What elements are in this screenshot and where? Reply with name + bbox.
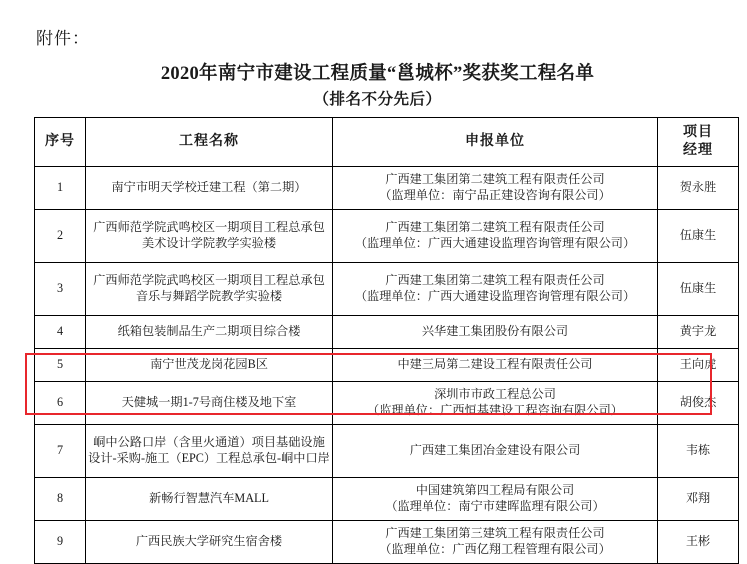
cell-no: 1 [35,166,86,209]
cell-manager: 韦栋 [658,424,739,477]
cell-unit-main: 深圳市市政工程总公司 [434,387,556,402]
cell-unit-main: 广西建工集团第三建筑工程有限责任公司 [385,526,605,541]
table-row [35,381,739,424]
cell-manager: 邓翔 [658,477,739,520]
column-header-manager-line2: 经理 [683,142,713,158]
table-row [35,348,739,381]
cell-unit-main: 广西建工集团第二建筑工程有限责任公司 [385,220,605,235]
cell-project: 广西民族大学研究生宿舍楼 [86,520,333,563]
cell-manager: 伍康生 [658,209,739,262]
cell-unit [333,424,658,477]
cell-manager: 王向虎 [658,348,739,381]
cell-no: 7 [35,424,86,477]
cell-no: 3 [35,262,86,315]
cell-unit-main: 广西建工集团第二建筑工程有限责任公司 [385,172,605,187]
cell-project: 广西师范学院武鸣校区一期项目工程总承包美术设计学院教学实验楼 [86,209,333,262]
cell-project: 新畅行智慧汽车MALL [86,477,333,520]
table-row [35,209,739,262]
cell-unit-main: 广西建工集团第二建筑工程有限责任公司 [385,273,605,288]
column-header-project: 工程名称 [86,118,333,167]
cell-unit-sub: （监理单位：南宁市建晖监理有限公司） [385,498,605,513]
cell-unit [333,520,658,563]
cell-manager: 胡俊杰 [658,381,739,424]
cell-unit [333,477,658,520]
cell-unit [333,315,658,348]
cell-unit [333,348,658,381]
cell-no: 4 [35,315,86,348]
cell-manager: 贺永胜 [658,166,739,209]
cell-no: 6 [35,381,86,424]
cell-unit [333,381,658,424]
cell-unit-main: 广西建工集团冶金建设有限公司 [409,443,581,457]
cell-unit-main: 中建三局第二建设工程有限责任公司 [397,357,593,371]
column-header-no: 序号 [35,118,86,167]
cell-unit-sub: （监理单位：广西大通建设监理咨询管理有限公司） [354,288,636,303]
table-row [35,520,739,563]
page-subtitle: （排名不分先后） [313,91,442,108]
cell-project: 广西师范学院武鸣校区一期项目工程总承包音乐与舞蹈学院教学实验楼 [86,262,333,315]
cell-project: 天健城一期1-7号商住楼及地下室 [86,381,333,424]
table-row-highlighted [35,424,739,477]
table-row [35,166,739,209]
cell-unit-main: 中国建筑第四工程局有限公司 [415,483,575,498]
table-row [35,477,739,520]
table-header-row [35,118,739,167]
cell-project: 纸箱包装制品生产二期项目综合楼 [86,315,333,348]
cell-project: 峒中公路口岸（含里火通道）项目基础设施设计-采购-施工（EPC）工程总承包-峒中口岸 [86,424,333,477]
cell-unit [333,166,658,209]
cell-unit-sub: （监理单位：南宁品正建设咨询有限公司） [379,187,611,202]
cell-unit-sub: （监理单位：广西亿翔工程管理有限公司） [379,541,611,556]
attachment-label: 附件： [36,29,90,48]
cell-unit-sub: （监理单位：广西恒基建设工程咨询有限公司） [367,402,623,417]
column-header-manager [658,118,739,167]
cell-project: 南宁世茂龙岗花园B区 [86,348,333,381]
column-header-manager-line1: 项目 [683,125,713,140]
table-row [35,315,739,348]
cell-unit [333,209,658,262]
page-title: 2020年南宁市建设工程质量“邕城杯”奖获奖工程名单 [160,64,595,84]
cell-unit-main: 兴华建工集团股份有限公司 [421,324,569,338]
cell-project: 南宁市明天学校迁建工程（第二期） [86,166,333,209]
cell-unit-sub: （监理单位：广西大通建设监理咨询管理有限公司） [354,235,636,250]
cell-unit [333,262,658,315]
cell-no: 2 [35,209,86,262]
cell-no: 5 [35,348,86,381]
cell-manager: 黄宇龙 [658,315,739,348]
cell-manager: 伍康生 [658,262,739,315]
cell-no: 9 [35,520,86,563]
table-row [35,262,739,315]
column-header-unit: 申报单位 [333,118,658,167]
cell-no: 8 [35,477,86,520]
cell-manager: 王彬 [658,520,739,563]
